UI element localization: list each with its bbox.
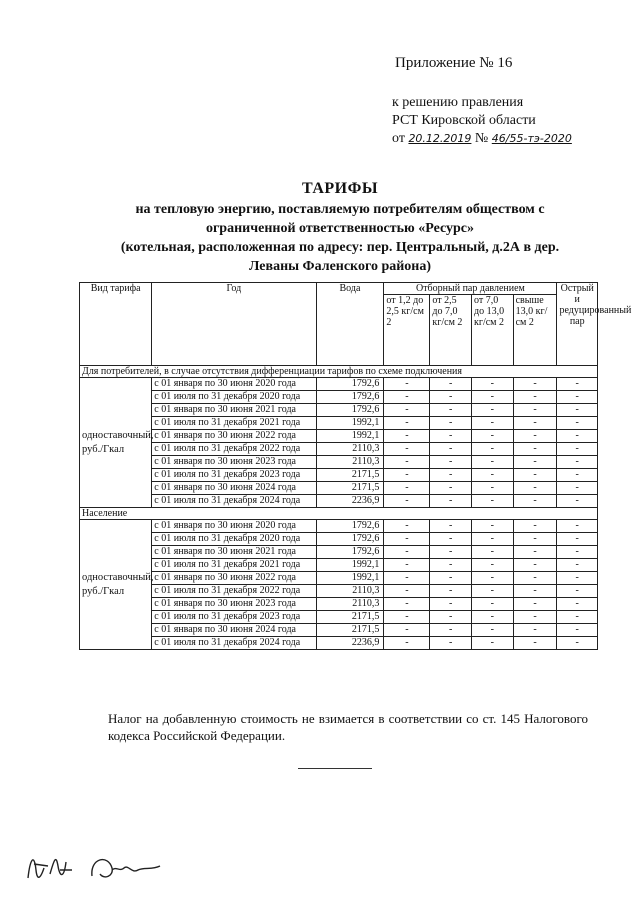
dash-cell: - <box>384 495 430 508</box>
appendix-number: Приложение № 16 <box>395 55 513 71</box>
dash-cell: - <box>430 456 472 469</box>
dash-cell: - <box>472 585 514 598</box>
dash-cell: - <box>384 546 430 559</box>
page-title: ТАРИФЫ <box>301 180 379 197</box>
dash-cell: - <box>472 546 514 559</box>
dash-cell: - <box>430 559 472 572</box>
table-row <box>80 611 598 624</box>
dash-cell: - <box>384 430 430 443</box>
dash-cell: - <box>384 598 430 611</box>
water-value-cell: 2110,3 <box>316 456 384 469</box>
dash-cell: - <box>472 443 514 456</box>
dash-cell: - <box>557 585 598 598</box>
table-row <box>80 624 598 637</box>
table-row <box>80 378 598 391</box>
dash-cell: - <box>513 611 557 624</box>
dash-cell: - <box>472 598 514 611</box>
decision-date: 20.12.2019 <box>408 132 472 145</box>
period-cell: с 01 июля по 31 декабря 2024 года <box>152 637 316 650</box>
dash-cell: - <box>430 611 472 624</box>
decision-num-sign: № <box>474 131 489 146</box>
dash-cell: - <box>430 417 472 430</box>
dash-cell: - <box>472 456 514 469</box>
dash-cell: - <box>472 469 514 482</box>
dash-cell: - <box>557 417 598 430</box>
dash-cell: - <box>472 482 514 495</box>
dash-cell: - <box>430 469 472 482</box>
table-row <box>80 495 598 508</box>
dash-cell: - <box>430 443 472 456</box>
dash-cell: - <box>384 559 430 572</box>
decision-from: от <box>392 131 405 146</box>
period-cell: с 01 января по 30 июня 2024 года <box>152 482 316 495</box>
dash-cell: - <box>557 430 598 443</box>
dash-cell: - <box>384 533 430 546</box>
water-value-cell: 1792,6 <box>316 520 384 533</box>
dash-cell: - <box>513 559 557 572</box>
dash-cell: - <box>513 585 557 598</box>
dash-cell: - <box>513 391 557 404</box>
table-row <box>80 456 598 469</box>
header-pressure-2: от 2,5 до 7,0 кг/см 2 <box>430 295 472 366</box>
water-value-cell: 1992,1 <box>316 572 384 585</box>
table-row <box>80 520 598 533</box>
header-tariff-type: Вид тарифа <box>80 283 152 366</box>
title-line-1: на тепловую энергию, поставляемую потребителям обществом с <box>135 202 545 217</box>
decision-number: 46/55-тэ-2020 <box>491 132 572 145</box>
table-row <box>80 482 598 495</box>
dash-cell: - <box>513 624 557 637</box>
dash-cell: - <box>472 391 514 404</box>
dash-cell: - <box>430 546 472 559</box>
dash-cell: - <box>430 391 472 404</box>
dash-cell: - <box>384 482 430 495</box>
dash-cell: - <box>557 598 598 611</box>
dash-cell: - <box>430 520 472 533</box>
table-row <box>80 559 598 572</box>
period-cell: с 01 января по 30 июня 2023 года <box>152 456 316 469</box>
period-cell: с 01 января по 30 июня 2020 года <box>152 520 316 533</box>
dash-cell: - <box>513 520 557 533</box>
period-cell: с 01 января по 30 июня 2020 года <box>152 378 316 391</box>
water-value-cell: 2171,5 <box>316 469 384 482</box>
dash-cell: - <box>557 469 598 482</box>
dash-cell: - <box>472 533 514 546</box>
header-steam-group: Отборный пар давлением <box>384 283 557 295</box>
dash-cell: - <box>384 404 430 417</box>
water-value-cell: 2171,5 <box>316 624 384 637</box>
dash-cell: - <box>384 637 430 650</box>
period-cell: с 01 января по 30 июня 2021 года <box>152 404 316 417</box>
dash-cell: - <box>384 391 430 404</box>
section-label: Для потребителей, в случае отсутствия дифференциации тарифов по схеме подключения <box>80 366 598 378</box>
dash-cell: - <box>472 404 514 417</box>
header-pressure-3: от 7,0 до 13,0 кг/см 2 <box>472 295 514 366</box>
water-value-cell: 2171,5 <box>316 482 384 495</box>
dash-cell: - <box>513 533 557 546</box>
dash-cell: - <box>557 391 598 404</box>
dash-cell: - <box>384 520 430 533</box>
table-row <box>80 572 598 585</box>
title-line-2: ограниченной ответственностью «Ресурс» <box>205 221 475 236</box>
dash-cell: - <box>430 624 472 637</box>
dash-cell: - <box>513 378 557 391</box>
tariff-table <box>79 282 632 650</box>
decision-date-line <box>392 130 572 148</box>
water-value-cell: 2236,9 <box>316 495 384 508</box>
dash-cell: - <box>513 546 557 559</box>
water-value-cell: 1792,6 <box>316 391 384 404</box>
period-cell: с 01 января по 30 июня 2024 года <box>152 624 316 637</box>
table-row <box>80 443 598 456</box>
dash-cell: - <box>513 443 557 456</box>
water-value-cell: 1792,6 <box>316 533 384 546</box>
dash-cell: - <box>384 624 430 637</box>
period-cell: с 01 июля по 31 декабря 2021 года <box>152 417 316 430</box>
header-pressure-4: свыше 13,0 кг/см 2 <box>513 295 557 366</box>
dash-cell: - <box>557 443 598 456</box>
dash-cell: - <box>557 611 598 624</box>
dash-cell: - <box>472 378 514 391</box>
dash-cell: - <box>384 443 430 456</box>
dash-cell: - <box>430 572 472 585</box>
table-row <box>80 469 598 482</box>
dash-cell: - <box>384 572 430 585</box>
period-cell: с 01 июля по 31 декабря 2022 года <box>152 443 316 456</box>
dash-cell: - <box>472 430 514 443</box>
water-value-cell: 1992,1 <box>316 559 384 572</box>
title-line-4: Леваны Фаленского района) <box>248 259 432 274</box>
dash-cell: - <box>513 572 557 585</box>
dash-cell: - <box>472 520 514 533</box>
dash-cell: - <box>430 585 472 598</box>
dash-cell: - <box>557 495 598 508</box>
dash-cell: - <box>557 572 598 585</box>
dash-cell: - <box>384 456 430 469</box>
document-title <box>60 180 620 276</box>
water-value-cell: 1992,1 <box>316 417 384 430</box>
period-cell: с 01 января по 30 июня 2022 года <box>152 430 316 443</box>
signature-icon <box>20 840 180 890</box>
period-cell: с 01 июля по 31 декабря 2022 года <box>152 585 316 598</box>
dash-cell: - <box>513 417 557 430</box>
table-row <box>80 637 598 650</box>
dash-cell: - <box>472 611 514 624</box>
dash-cell: - <box>557 546 598 559</box>
dash-cell: - <box>557 637 598 650</box>
period-cell: с 01 января по 30 июня 2021 года <box>152 546 316 559</box>
section-label: Население <box>80 508 598 520</box>
tariff-type-cell: одноставочный, руб./Гкал <box>80 378 152 508</box>
dash-cell: - <box>472 417 514 430</box>
period-cell: с 01 июля по 31 декабря 2021 года <box>152 559 316 572</box>
dash-cell: - <box>472 559 514 572</box>
dash-cell: - <box>557 533 598 546</box>
dash-cell: - <box>430 404 472 417</box>
water-value-cell: 2110,3 <box>316 585 384 598</box>
dash-cell: - <box>430 598 472 611</box>
dash-cell: - <box>384 585 430 598</box>
dash-cell: - <box>430 533 472 546</box>
dash-cell: - <box>384 611 430 624</box>
dash-cell: - <box>430 495 472 508</box>
water-value-cell: 2236,9 <box>316 637 384 650</box>
dash-cell: - <box>513 495 557 508</box>
period-cell: с 01 июля по 31 декабря 2023 года <box>152 469 316 482</box>
dash-cell: - <box>384 417 430 430</box>
dash-cell: - <box>472 495 514 508</box>
table-row <box>80 430 598 443</box>
dash-cell: - <box>384 378 430 391</box>
table-row <box>80 585 598 598</box>
dash-cell: - <box>513 404 557 417</box>
period-cell: с 01 января по 30 июня 2023 года <box>152 598 316 611</box>
dash-cell: - <box>513 637 557 650</box>
dash-cell: - <box>430 378 472 391</box>
header-pressure-1: от 1,2 до 2,5 кг/см 2 <box>384 295 430 366</box>
dash-cell: - <box>513 456 557 469</box>
dash-cell: - <box>513 430 557 443</box>
table-row <box>80 546 598 559</box>
header-year: Год <box>152 283 316 366</box>
dash-cell: - <box>557 559 598 572</box>
decision-line-2: РСТ Кировской области <box>392 113 536 128</box>
dash-cell: - <box>557 624 598 637</box>
header-sharp-steam: Острый и редуцированный пар <box>557 283 598 366</box>
vat-note: Налог на добавленную стоимость не взимается в соответствии со ст. 145 Налогового кодекса Российской Федерации. <box>108 711 588 743</box>
dash-cell: - <box>513 469 557 482</box>
dash-cell: - <box>557 378 598 391</box>
water-value-cell: 2110,3 <box>316 443 384 456</box>
dash-cell: - <box>384 469 430 482</box>
dash-cell: - <box>513 598 557 611</box>
dash-cell: - <box>557 520 598 533</box>
dash-cell: - <box>557 482 598 495</box>
period-cell: с 01 июля по 31 декабря 2020 года <box>152 533 316 546</box>
dash-cell: - <box>430 637 472 650</box>
dash-cell: - <box>430 430 472 443</box>
title-line-3: (котельная, расположенная по адресу: пер. Центральный, д.2А в дер. <box>120 240 560 255</box>
period-cell: с 01 января по 30 июня 2022 года <box>152 572 316 585</box>
water-value-cell: 1792,6 <box>316 378 384 391</box>
tariff-type-cell: одноставочный, руб./Гкал <box>80 520 152 650</box>
table-row <box>80 533 598 546</box>
table-row <box>80 417 598 430</box>
table-row <box>80 598 598 611</box>
dash-cell: - <box>472 624 514 637</box>
water-value-cell: 1992,1 <box>316 430 384 443</box>
header-water: Вода <box>316 283 384 366</box>
dash-cell: - <box>557 456 598 469</box>
table-row <box>80 404 598 417</box>
dash-cell: - <box>430 482 472 495</box>
decision-reference <box>392 94 572 148</box>
water-value-cell: 1792,6 <box>316 404 384 417</box>
period-cell: с 01 июля по 31 декабря 2020 года <box>152 391 316 404</box>
dash-cell: - <box>472 637 514 650</box>
dash-cell: - <box>472 572 514 585</box>
period-cell: с 01 июля по 31 декабря 2023 года <box>152 611 316 624</box>
water-value-cell: 1792,6 <box>316 546 384 559</box>
period-cell: с 01 июля по 31 декабря 2024 года <box>152 495 316 508</box>
dash-cell: - <box>513 482 557 495</box>
dash-cell: - <box>557 404 598 417</box>
signature-image <box>20 840 180 895</box>
water-value-cell: 2110,3 <box>316 598 384 611</box>
divider <box>298 768 372 769</box>
table-row <box>80 391 598 404</box>
decision-line-1: к решению правления <box>392 95 524 110</box>
water-value-cell: 2171,5 <box>316 611 384 624</box>
